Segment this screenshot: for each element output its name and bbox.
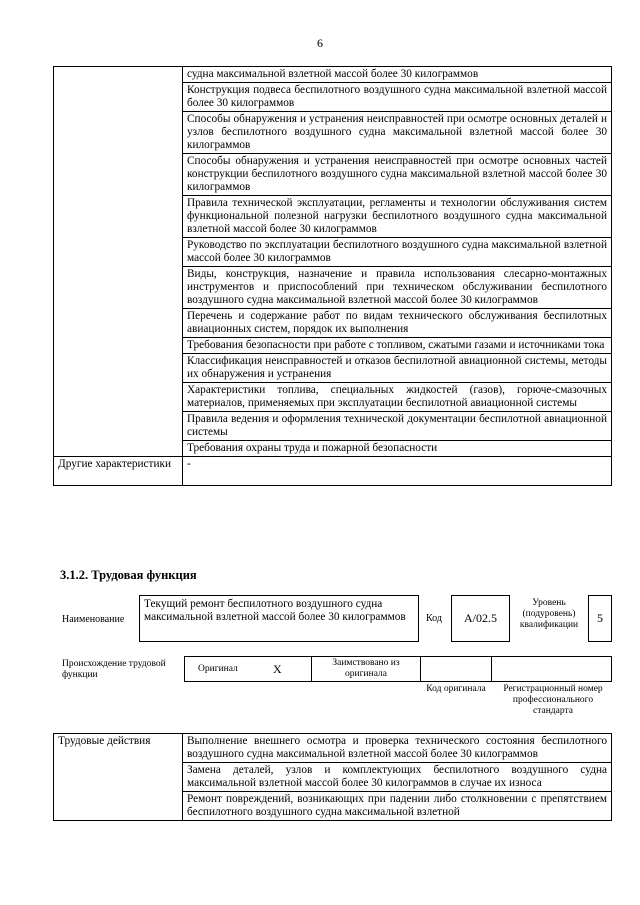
knowledge-item: Требования охраны труда и пожарной безопасности bbox=[183, 441, 612, 457]
original-box bbox=[184, 656, 312, 682]
level-label: Уровень (подуровень) квалификации bbox=[519, 598, 579, 630]
knowledge-item: Виды, конструкция, назначение и правила использования слесарно-монтажных инструментов и приспособлений при техническом обслуживании беспилотного воздушного судна максимальной взлетной массой более 30 килограммов bbox=[183, 267, 612, 309]
knowledge-table bbox=[53, 66, 612, 486]
level-value: 5 bbox=[588, 595, 612, 642]
borrowed-box bbox=[311, 656, 421, 682]
name-label: Наименование bbox=[62, 614, 125, 625]
knowledge-item: Характеристики топлива, специальных жидкостей (газов), горюче-смазочных материалов, применяемых при эксплуатации беспилотной авиационной системы bbox=[183, 383, 612, 412]
action-row bbox=[54, 734, 612, 763]
knowledge-row bbox=[54, 67, 612, 83]
knowledge-item: Перечень и содержание работ по видам технического обслуживания беспилотных авиационных систем, порядок их выполнения bbox=[183, 309, 612, 338]
function-name-box bbox=[139, 595, 419, 642]
code-caption: Код оригинала bbox=[426, 684, 486, 694]
knowledge-item: Способы обнаружения и устранения неисправностей при осмотре основных деталей и узлов беспилотного воздушного судна максимальной взлетной массой более 30 килограммов bbox=[183, 112, 612, 154]
function-name-value: Текущий ремонт беспилотного воздушного судна максимальной взлетной массой более 30 килограммов bbox=[144, 598, 406, 623]
reg-caption: Регистрационный номер профессионального стандарта bbox=[503, 684, 603, 716]
knowledge-item: Руководство по эксплуатации беспилотного воздушного судна максимальной взлетной массой более 30 килограммов bbox=[183, 238, 612, 267]
other-characteristics-value: - bbox=[183, 457, 612, 486]
original-mark: X bbox=[273, 662, 282, 676]
origin-label: Происхождение трудовой функции bbox=[62, 659, 166, 680]
other-characteristics-label: Другие характеристики bbox=[54, 457, 183, 486]
knowledge-item: Классификация неисправностей и отказов беспилотной авиационной системы, методы их обнаружения и устранения bbox=[183, 354, 612, 383]
knowledge-item: Правила ведения и оформления технической документации беспилотной авиационной системы bbox=[183, 412, 612, 441]
knowledge-item: Способы обнаружения и устранения неисправностей при осмотре основных частей конструкции беспилотного воздушного судна максимальной взлетной массой более 30 килограммов bbox=[183, 154, 612, 196]
knowledge-item: Требования безопасности при работе с топливом, сжатыми газами и источниками тока bbox=[183, 338, 612, 354]
action-item: Ремонт повреждений, возникающих при падении либо столкновении с препятствием беспилотного воздушного судна максимальной взлетной bbox=[183, 792, 612, 821]
page-number: 6 bbox=[317, 36, 323, 50]
reg-number-box bbox=[491, 656, 612, 682]
section-heading: 3.1.2. Трудовая функция bbox=[60, 568, 197, 582]
knowledge-item: судна максимальной взлетной массой более 30 килограммов bbox=[183, 67, 612, 83]
code-value: А/02.5 bbox=[451, 595, 510, 642]
action-item: Замена деталей, узлов и комплектующих беспилотного воздушного судна максимальной взлетной массой более 30 килограммов в случае их износа bbox=[183, 763, 612, 792]
code-label: Код bbox=[426, 613, 442, 624]
knowledge-label-cell bbox=[54, 67, 183, 457]
action-item: Выполнение внешнего осмотра и проверка технического состояния беспилотного воздушного судна максимальной взлетной массой более 30 килограммов bbox=[183, 734, 612, 763]
actions-label: Трудовые действия bbox=[54, 734, 183, 821]
borrowed-label: Заимствовано из оригинала bbox=[332, 658, 400, 679]
actions-table bbox=[53, 733, 612, 821]
other-characteristics-row bbox=[54, 457, 612, 486]
original-label: Оригинал bbox=[198, 664, 238, 674]
knowledge-item: Конструкция подвеса беспилотного воздушного судна максимальной взлетной массой более 30 килограммов bbox=[183, 83, 612, 112]
knowledge-item: Правила технической эксплуатации, регламенты и технологии обслуживания систем функциональной полезной нагрузки беспилотного воздушного судна максимальной взлетной массой более 30 килограммов bbox=[183, 196, 612, 238]
orig-code-box bbox=[420, 656, 492, 682]
